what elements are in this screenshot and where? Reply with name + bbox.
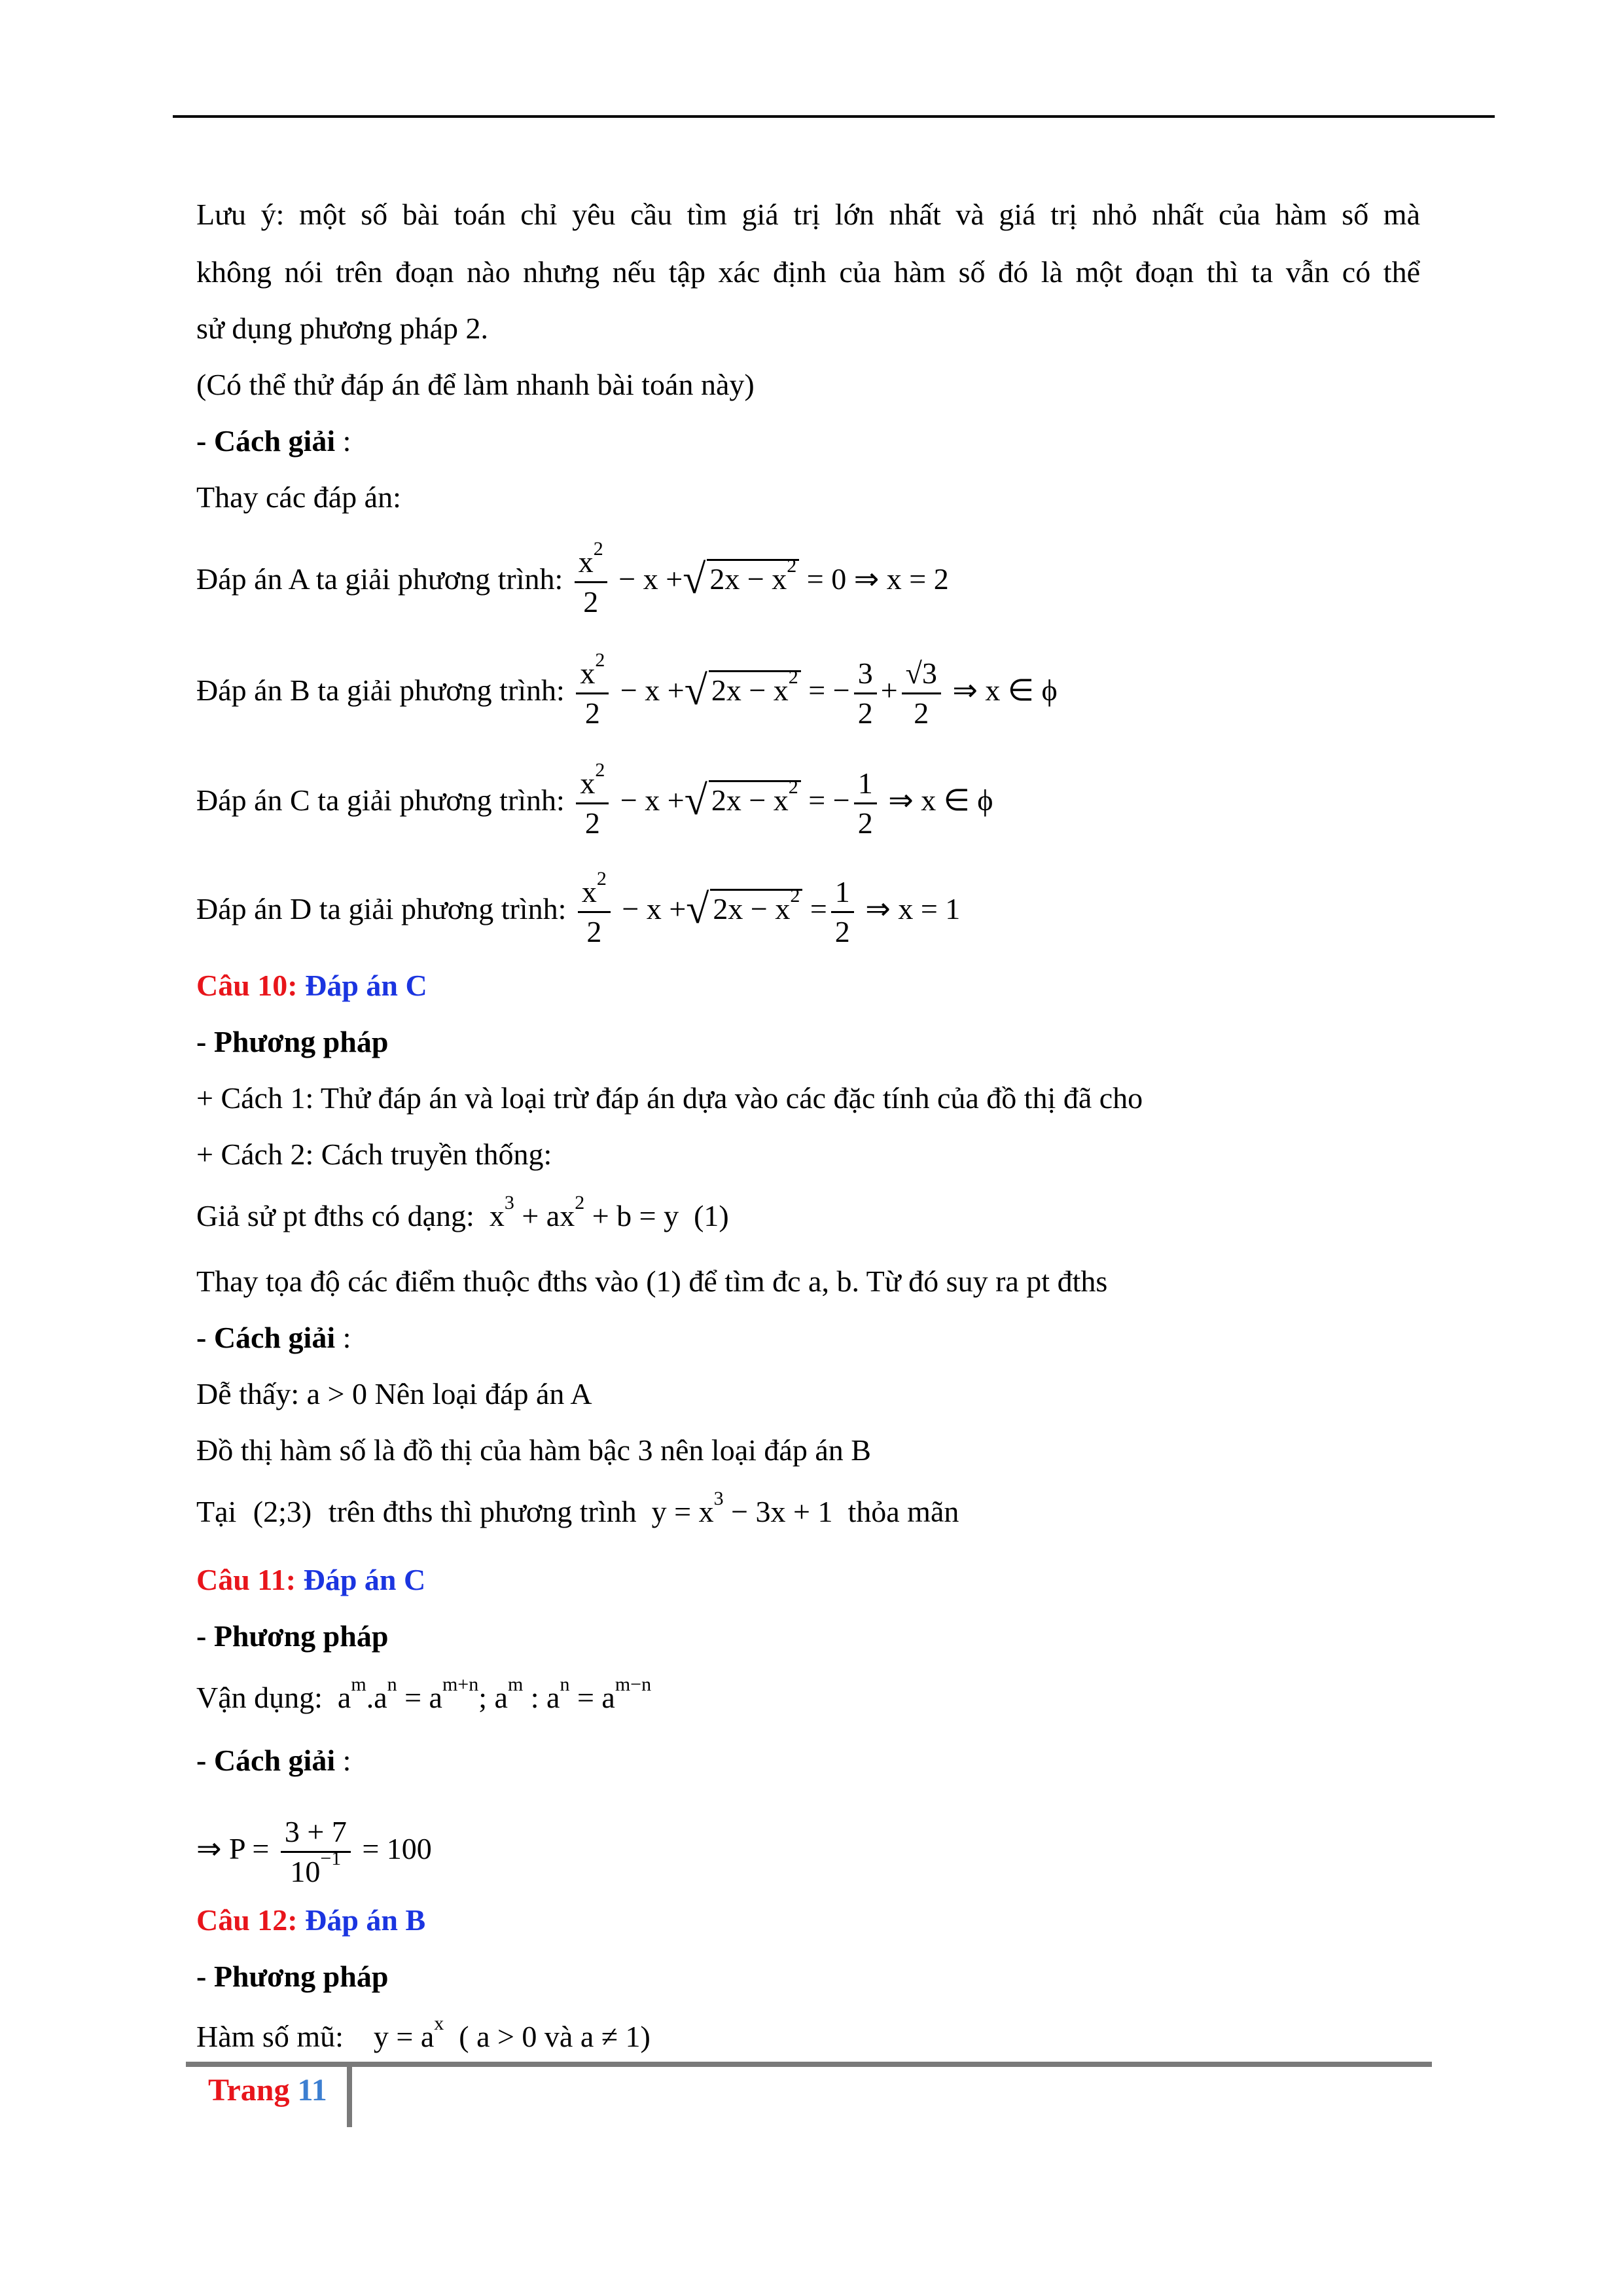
fraction: $\frac{3 + 7}{10^{-1}}$ (281, 1813, 351, 1891)
fraction: $\frac{3}{2}$ (854, 655, 877, 732)
q10-pp-label: - Phương pháp (196, 1025, 389, 1058)
cach-giai-heading: - Cách giải : (196, 424, 351, 457)
option-d-text: Đáp án D ta giải phương trình: (196, 892, 567, 926)
q11-cach-giai-heading: - Cách giải : (196, 1744, 351, 1777)
option-d-equation: Đáp án D ta giải phương trình: $\frac{x^2}{2}$ − x +√ $2x - x^2$ = $\frac{1}{2}$ ⇒ x = 1 (196, 873, 960, 951)
note-line-2: không nói trên đoạn nào nhưng nếu tập xác định của hàm số đó là một đoạn thì ta vẫn có thể (196, 255, 1420, 289)
q12-ham-so: Hàm số mũ: $y = a^x$ ( a > 0 và a ≠ 1) (196, 2013, 651, 2053)
option-c-text: Đáp án C ta giải phương trình: (196, 783, 565, 817)
option-a-text: Đáp án A ta giải phương trình: (196, 562, 563, 596)
header-rule (173, 115, 1495, 118)
q11-heading: Câu 11: Đáp án C (196, 1563, 426, 1596)
q11-p-formula: ⇒ P = $\frac{3 + 7}{10^{-1}}$ = 100 (196, 1813, 432, 1891)
fraction: $\frac{x^2}{2}$ (578, 873, 611, 951)
q10-do-thi: Đồ thị hàm số là đồ thị của hàm bậc 3 nên loại đáp án B (196, 1433, 871, 1467)
fraction: $\frac{x^2}{2}$ (576, 764, 609, 842)
cach-giai-label: - Cách giải (196, 424, 336, 457)
option-b-text: Đáp án B ta giải phương trình: (196, 673, 565, 708)
fraction: $\frac{x^2}{2}$ (576, 655, 609, 732)
q11-pp-label: - Phương pháp (196, 1619, 389, 1653)
page-number: 11 (297, 2073, 327, 2108)
q10-cach-giai-heading: - Cách giải : (196, 1321, 351, 1354)
fraction: $\frac{√3}{2}$ (902, 655, 941, 732)
option-a-equation: Đáp án A ta giải phương trình: $\frac{x^2}{2}$ − x +√ $2x - x^2 = 0$ ⇒ x = 2 (196, 543, 949, 621)
q10-tai: Tại (2;3) trên đths thì phương trình $y = x^3 - 3x + 1$ thỏa mãn (196, 1488, 959, 1528)
fraction: $\frac{1}{2}$ (831, 873, 854, 951)
q10-heading: Câu 10: Đáp án C (196, 969, 427, 1002)
note-line-3: sử dụng phương pháp 2. (196, 312, 489, 345)
q10-gia-su: Giả sử pt đths có dạng: $x^3 + ax^2 + b = y$ (1) (196, 1192, 729, 1232)
q11-van-dung: Vận dụng: $a^m.a^n = a^{m+n}$; $a^m$ : $a^n = a^{m-n}$ (196, 1674, 652, 1714)
footer-divider (347, 2067, 352, 2127)
page-label: Trang (208, 2073, 290, 2108)
option-b-equation: Đáp án B ta giải phương trình: $\frac{x^2}{2}$ − x +√ $2x - x^2$ = − $\frac{3}{2}$ + $\frac{√3}{2}$ ⇒ x ∈ ϕ (196, 655, 1058, 732)
q10-de-thay: Dễ thấy: a > 0 Nên loại đáp án A (196, 1377, 592, 1410)
q12-pp-label: - Phương pháp (196, 1960, 389, 1993)
q10-thay: Thay tọa độ các điểm thuộc đths vào (1) để tìm đc a, b. Từ đó suy ra pt đths (196, 1265, 1108, 1298)
page-footer (208, 2072, 327, 2108)
fraction: $\frac{x^2}{2}$ (575, 543, 607, 621)
footer-rule (186, 2062, 1432, 2067)
note-line-1: Lưu ý: một số bài toán chỉ yêu cầu tìm giá trị lớn nhất và giá trị nhỏ nhất của hàm số mà (196, 198, 1420, 231)
q12-heading: Câu 12: Đáp án B (196, 1903, 426, 1937)
q10-cach-2: + Cách 2: Cách truyền thống: (196, 1138, 552, 1171)
q10-cach-1: + Cách 1: Thử đáp án và loại trừ đáp án dựa vào các đặc tính của đồ thị đã cho (196, 1081, 1143, 1115)
fraction: $\frac{1}{2}$ (854, 764, 877, 842)
note-line-4: (Có thể thử đáp án để làm nhanh bài toán này) (196, 368, 755, 401)
option-c-equation: Đáp án C ta giải phương trình: $\frac{x^2}{2}$ − x +√ $2x - x^2$ = − $\frac{1}{2}$ ⇒ x ∈ ϕ (196, 764, 993, 842)
thay-dap-an: Thay các đáp án: (196, 480, 401, 514)
